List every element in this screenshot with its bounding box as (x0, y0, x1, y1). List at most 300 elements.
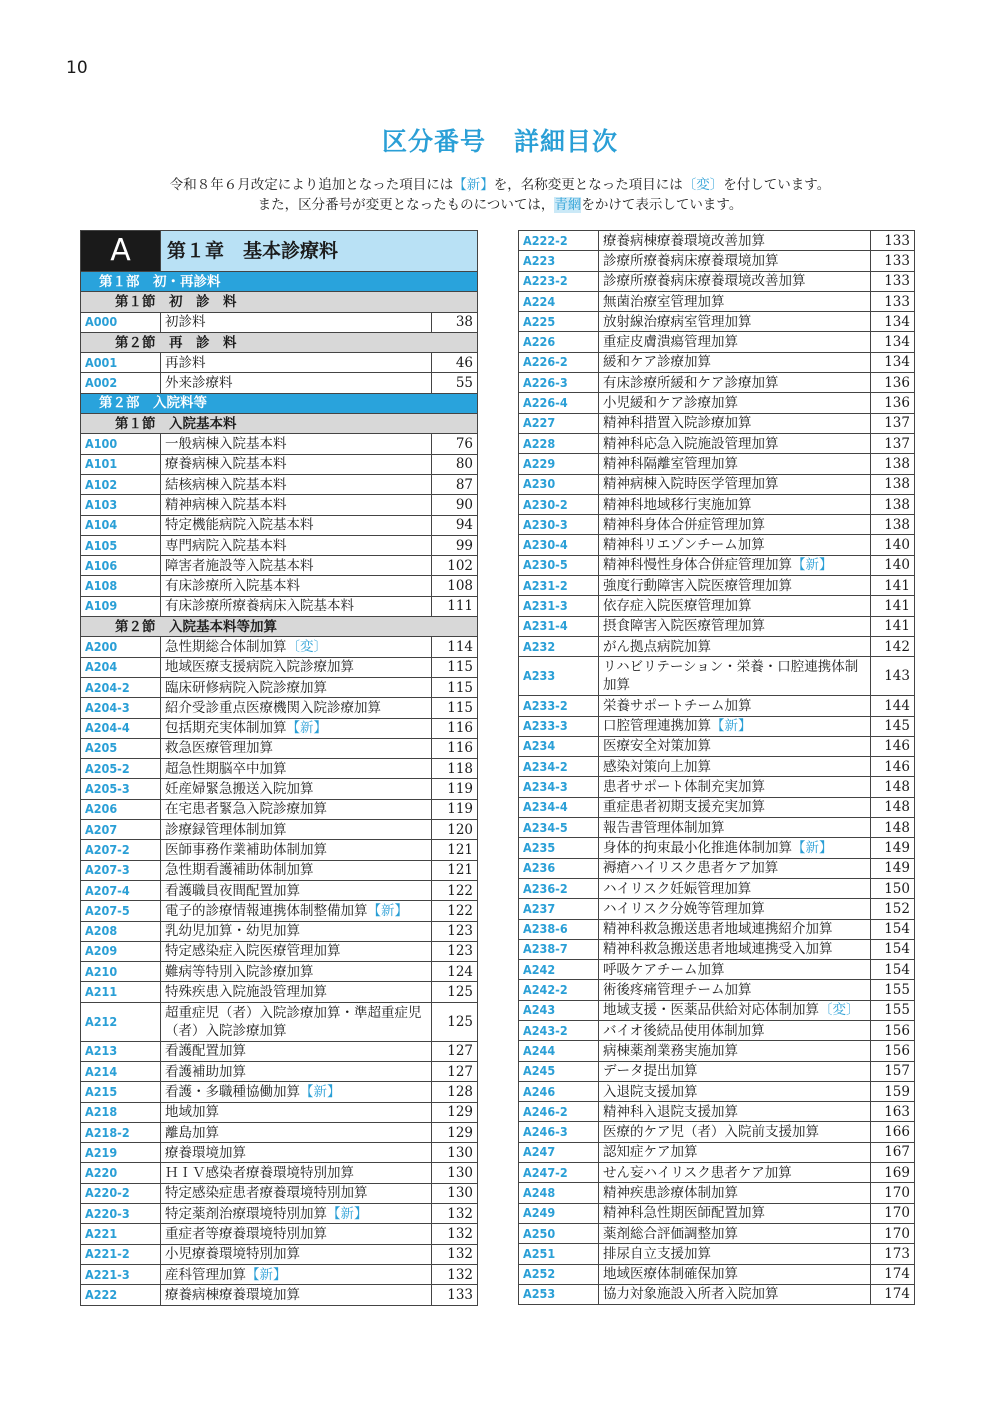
item-name-text: 診療所療養病床療養環境改善加算 (603, 273, 806, 290)
item-page: 146 (871, 736, 915, 756)
toc-row (519, 1122, 915, 1142)
item-code: A223 (519, 251, 599, 271)
highlight-sample: 青網 (554, 197, 582, 213)
item-page: 134 (871, 352, 915, 372)
toc-row (519, 878, 915, 898)
item-code: A224 (519, 291, 599, 311)
toc-row (81, 941, 478, 961)
item-name-text: 患者サポート体制充実加算 (603, 779, 765, 796)
item-name-text: 精神科身体合併症管理加算 (603, 516, 765, 533)
item-page: 155 (871, 1000, 915, 1020)
item-page: 129 (432, 1102, 478, 1122)
note-text: を付しています。 (723, 177, 831, 193)
chapter-letter: A (81, 231, 161, 272)
item-name-text: 地域医療体制確保加算 (603, 1266, 738, 1283)
toc-row (519, 1020, 915, 1040)
toc-row (81, 1041, 478, 1061)
item-name-text: 口腔管理連携加算 (603, 718, 711, 735)
item-name-text: 看護・多職種協働加算 (165, 1083, 300, 1100)
item-code: A238-6 (519, 919, 599, 939)
item-name-text: 精神科地域移行実施加算 (603, 496, 752, 513)
item-code: A231-3 (519, 596, 599, 616)
item-name (599, 271, 871, 291)
item-code: A243-2 (519, 1020, 599, 1040)
item-name-text: 特定感染症入院医療管理加算 (165, 943, 341, 960)
item-tag: 【新】 (711, 718, 752, 735)
item-name (599, 1142, 871, 1162)
item-page: 169 (871, 1163, 915, 1183)
item-name-text: 難病等特別入院診療加算 (165, 963, 314, 980)
item-code: A212 (81, 1002, 161, 1041)
toc-row (519, 291, 915, 311)
item-code: A233-2 (519, 696, 599, 716)
toc-row (81, 515, 478, 535)
item-page: 137 (871, 433, 915, 453)
part-label: 第２部 入院料等 (81, 393, 478, 413)
item-code: A249 (519, 1203, 599, 1223)
toc-row (519, 1264, 915, 1284)
item-code: A243 (519, 1000, 599, 1020)
toc-row (519, 555, 915, 575)
item-code: A234-4 (519, 797, 599, 817)
item-name-text: 療養病棟療養環境改善加算 (603, 232, 765, 249)
item-name-text: 有床診療所緩和ケア診療加算 (603, 374, 779, 391)
item-code: A230-2 (519, 494, 599, 514)
item-name (161, 779, 432, 799)
item-name-text: 専門病院入院基本料 (165, 537, 287, 554)
item-code: A229 (519, 454, 599, 474)
item-name-text: ＨＩＶ感染者療養環境特別加算 (165, 1165, 354, 1182)
note-text: をかけて表示しています。 (581, 197, 743, 213)
item-code: A221-3 (81, 1264, 161, 1284)
item-name-text: 身体的拘束最小化推進体制加算 (603, 839, 792, 856)
item-page: 127 (432, 1061, 478, 1081)
toc-row (81, 1143, 478, 1163)
item-tag: 【新】 (367, 902, 408, 919)
item-page: 108 (432, 576, 478, 596)
item-name-text: 地域支援・医薬品供給対応体制加算 (603, 1002, 819, 1019)
item-code: A002 (81, 373, 161, 393)
item-name-text: 看護職員夜間配置加算 (165, 882, 300, 899)
item-name-text: 強度行動障害入院医療管理加算 (603, 577, 792, 594)
section-header (81, 332, 478, 352)
item-name (599, 576, 871, 596)
item-page: 123 (432, 941, 478, 961)
item-name (599, 1264, 871, 1284)
item-code: A244 (519, 1041, 599, 1061)
title-part-1: 区分番号 (381, 127, 486, 156)
item-name-text: 救急医療管理加算 (165, 740, 273, 757)
item-code: A100 (81, 434, 161, 454)
item-name (161, 1264, 432, 1284)
toc-row (81, 698, 478, 718)
item-name-text: 産科管理加算 (165, 1266, 246, 1283)
item-name-text: 精神科急性期医師配置加算 (603, 1205, 765, 1222)
item-page: 173 (871, 1244, 915, 1264)
item-name (599, 1122, 871, 1142)
item-page: 121 (432, 840, 478, 860)
item-code: A219 (81, 1143, 161, 1163)
item-page: 174 (871, 1284, 915, 1304)
item-name-text: 精神疾患診療体制加算 (603, 1185, 738, 1201)
toc-row (519, 777, 915, 797)
item-name (599, 858, 871, 878)
item-page: 144 (871, 696, 915, 716)
item-name-text: 摂食障害入院医療管理加算 (603, 618, 765, 635)
item-code: A207 (81, 820, 161, 840)
item-code: A233 (519, 657, 599, 696)
toc-row (81, 1102, 478, 1122)
item-name (599, 657, 871, 696)
item-code: A209 (81, 941, 161, 961)
item-code: A234 (519, 736, 599, 756)
item-page: 133 (432, 1285, 478, 1305)
item-page: 149 (871, 838, 915, 858)
toc-row (81, 921, 478, 941)
item-name-text: 一般病棟入院基本料 (165, 436, 287, 453)
item-name-text: がん拠点病院加算 (603, 638, 711, 655)
item-name-text: バイオ後続品使用体制加算 (603, 1022, 765, 1039)
item-name (599, 636, 871, 656)
item-name-text: 精神科措置入院診療加算 (603, 415, 752, 432)
item-name (161, 759, 432, 779)
toc-row (519, 413, 915, 433)
item-name (161, 495, 432, 515)
item-name-text: 在宅患者緊急入院診療加算 (165, 801, 327, 818)
item-name-text: 療養病棟入院基本料 (165, 456, 287, 473)
item-code: A225 (519, 312, 599, 332)
item-name (161, 799, 432, 819)
item-name-text: 精神病棟入院時医学管理加算 (603, 476, 779, 493)
item-tag: 【新】 (792, 557, 833, 574)
item-tag: 【新】 (327, 1205, 368, 1222)
toc-row (81, 1204, 478, 1224)
item-name (599, 797, 871, 817)
item-page: 146 (871, 757, 915, 777)
item-code: A204 (81, 657, 161, 677)
item-name (161, 596, 432, 616)
toc-row (519, 576, 915, 596)
item-page: 141 (871, 576, 915, 596)
item-page: 132 (432, 1264, 478, 1284)
toc-row (519, 1041, 915, 1061)
toc-row (81, 982, 478, 1002)
toc-row (81, 1244, 478, 1264)
item-code: A001 (81, 353, 161, 373)
item-name-text: 障害者施設等入院基本料 (165, 557, 314, 574)
item-code: A230-5 (519, 555, 599, 575)
item-code: A242 (519, 960, 599, 980)
item-code: A230-4 (519, 535, 599, 555)
item-code: A000 (81, 312, 161, 332)
item-page: 129 (432, 1122, 478, 1142)
item-name (599, 515, 871, 535)
item-code: A236-2 (519, 878, 599, 898)
item-page: 143 (871, 657, 915, 696)
item-page: 119 (432, 799, 478, 819)
item-page: 154 (871, 939, 915, 959)
toc-row (81, 1163, 478, 1183)
toc-row (519, 1163, 915, 1183)
item-code: A207-5 (81, 901, 161, 921)
item-page: 102 (432, 556, 478, 576)
item-code: A246-3 (519, 1122, 599, 1142)
item-code: A206 (81, 799, 161, 819)
item-name (161, 1224, 432, 1244)
item-name-text: 看護配置加算 (165, 1043, 246, 1060)
item-page: 167 (871, 1142, 915, 1162)
toc-row (81, 657, 478, 677)
item-page: 124 (432, 962, 478, 982)
section-header (81, 292, 478, 312)
section-label: 第２節 入院基本料等加算 (81, 617, 478, 637)
toc-row (519, 332, 915, 352)
item-page: 166 (871, 1122, 915, 1142)
item-page: 122 (432, 880, 478, 900)
item-name-text: 精神科リエゾンチーム加算 (603, 537, 765, 554)
item-name-text: 認知症ケア加算 (603, 1144, 698, 1161)
item-page: 133 (871, 271, 915, 291)
item-page: 170 (871, 1203, 915, 1223)
item-code: A234-2 (519, 757, 599, 777)
item-page: 138 (871, 474, 915, 494)
chapter-header (81, 231, 478, 272)
toc-row (519, 1142, 915, 1162)
item-code: A250 (519, 1223, 599, 1243)
item-name (599, 838, 871, 858)
item-name (161, 677, 432, 697)
toc-row (81, 576, 478, 596)
item-name (161, 1143, 432, 1163)
item-name (161, 556, 432, 576)
item-code: A108 (81, 576, 161, 596)
item-page: 118 (432, 759, 478, 779)
item-name-text: 医療的ケア児（者）入院前支援加算 (603, 1124, 819, 1141)
part-header (81, 393, 478, 413)
toc-row (519, 494, 915, 514)
item-code: A251 (519, 1244, 599, 1264)
item-code: A223-2 (519, 271, 599, 291)
item-name (599, 1102, 871, 1122)
item-name (161, 373, 432, 393)
item-code: A210 (81, 962, 161, 982)
item-page: 134 (871, 332, 915, 352)
item-code: A247-2 (519, 1163, 599, 1183)
section-label: 第２節 再 診 料 (81, 332, 478, 352)
toc-left-column (80, 230, 478, 1306)
toc-row (519, 271, 915, 291)
item-name-text: 妊産婦緊急搬送入院加算 (165, 781, 314, 798)
item-code: A231-4 (519, 616, 599, 636)
item-page: 111 (432, 596, 478, 616)
toc-right-column (518, 230, 915, 1305)
item-page: 128 (432, 1082, 478, 1102)
toc-row (81, 738, 478, 758)
item-name (161, 1285, 432, 1305)
item-page: 132 (432, 1244, 478, 1264)
item-code: A218 (81, 1102, 161, 1122)
item-name-text: 超急性期脳卒中加算 (165, 760, 287, 777)
item-page: 87 (432, 474, 478, 494)
item-name (599, 251, 871, 271)
item-code: A204-3 (81, 698, 161, 718)
toc-row (81, 901, 478, 921)
item-page: 149 (871, 858, 915, 878)
item-name (599, 433, 871, 453)
item-name-text: 看護補助加算 (165, 1063, 246, 1080)
item-name (161, 515, 432, 535)
note-text: 令和８年６月改定により追加となった項目には (169, 177, 454, 193)
item-name (599, 1061, 871, 1081)
item-code: A242-2 (519, 980, 599, 1000)
item-code: A204-2 (81, 677, 161, 697)
item-name (161, 312, 432, 332)
item-name-text: 地域加算 (165, 1104, 219, 1121)
item-name (599, 1020, 871, 1040)
toc-row (81, 535, 478, 555)
item-name (599, 1000, 871, 1020)
item-name (161, 982, 432, 1002)
item-name-text: 重症者等療養環境特別加算 (165, 1226, 327, 1242)
item-name-text: 放射線治療病室管理加算 (603, 313, 752, 330)
toc-row (81, 820, 478, 840)
item-name-text: 医療安全対策加算 (603, 738, 711, 755)
toc-row (81, 474, 478, 494)
item-page: 125 (432, 1002, 478, 1041)
item-page: 125 (432, 982, 478, 1002)
item-page: 156 (871, 1020, 915, 1040)
item-code: A226 (519, 332, 599, 352)
toc-row (81, 962, 478, 982)
item-name-text: 急性期総合体制加算 (165, 638, 287, 655)
toc-row (519, 939, 915, 959)
item-page: 38 (432, 312, 478, 332)
item-name (599, 454, 871, 474)
toc-row (519, 980, 915, 1000)
toc-row (81, 1122, 478, 1142)
item-name-text: ハイリスク分娩等管理加算 (603, 900, 765, 917)
title-part-2: 詳細目次 (514, 127, 619, 156)
toc-row (519, 433, 915, 453)
toc-row (81, 637, 478, 657)
toc-row (519, 1000, 915, 1020)
toc-row (519, 352, 915, 372)
item-page: 46 (432, 353, 478, 373)
item-name-text: 報告書管理体制加算 (603, 819, 725, 836)
item-code: A222 (81, 1285, 161, 1305)
item-page: 99 (432, 535, 478, 555)
item-page: 76 (432, 434, 478, 454)
item-tag: 【新】 (300, 1083, 341, 1100)
toc-row (81, 860, 478, 880)
page-number: 10 (66, 58, 88, 78)
toc-row (519, 1061, 915, 1081)
item-page: 156 (871, 1041, 915, 1061)
item-name-text: 特殊疾患入院施設管理加算 (165, 984, 327, 1001)
item-name (599, 474, 871, 494)
item-code: A226-2 (519, 352, 599, 372)
item-tag: 〔変〕 (286, 638, 327, 655)
toc-row (519, 616, 915, 636)
item-name-text: 排尿自立支援加算 (603, 1245, 711, 1262)
item-code: A220-3 (81, 1204, 161, 1224)
item-name (599, 393, 871, 413)
item-code: A228 (519, 433, 599, 453)
item-name (161, 454, 432, 474)
item-tag: 【新】 (246, 1266, 287, 1283)
item-name-text: 療養環境加算 (165, 1144, 246, 1161)
item-name (161, 1122, 432, 1142)
item-name-text: 医師事務作業補助体制加算 (165, 841, 327, 858)
item-name-text: 呼吸ケアチーム加算 (603, 961, 725, 978)
item-code: A207-4 (81, 880, 161, 900)
item-code: A101 (81, 454, 161, 474)
item-page: 80 (432, 454, 478, 474)
item-name-text: せん妄ハイリスク患者ケア加算 (603, 1164, 792, 1181)
item-code: A103 (81, 495, 161, 515)
toc-row (519, 657, 915, 696)
item-page: 140 (871, 555, 915, 575)
item-name-text: 栄養サポートチーム加算 (603, 697, 752, 714)
toc-row (81, 799, 478, 819)
toc-row (81, 779, 478, 799)
new-tag-sample: 【新】 (453, 177, 494, 193)
item-name (161, 1061, 432, 1081)
item-name-text: 有床診療所入院基本料 (165, 578, 300, 595)
item-page: 121 (432, 860, 478, 880)
item-page: 138 (871, 515, 915, 535)
item-name-text: 精神科入退院支援加算 (603, 1103, 738, 1120)
item-name (161, 474, 432, 494)
item-page: 90 (432, 495, 478, 515)
item-name (599, 878, 871, 898)
item-name (161, 941, 432, 961)
toc-row (519, 1183, 915, 1203)
item-tag: 【新】 (792, 839, 833, 856)
item-code: A211 (81, 982, 161, 1002)
item-name-text: 紹介受診重点医療機関入院診療加算 (165, 699, 381, 716)
toc-row (519, 535, 915, 555)
toc-row (519, 251, 915, 271)
toc-row (519, 1102, 915, 1122)
item-code: A221 (81, 1224, 161, 1244)
item-name-text: 精神科隔離室管理加算 (603, 455, 738, 472)
item-code: A204-4 (81, 718, 161, 738)
item-name (161, 1163, 432, 1183)
item-page: 115 (432, 698, 478, 718)
toc-row (81, 1061, 478, 1081)
toc-row (81, 1002, 478, 1041)
item-name (599, 291, 871, 311)
item-name (161, 353, 432, 373)
toc-row (81, 1285, 478, 1305)
item-code: A234-5 (519, 818, 599, 838)
item-name (599, 616, 871, 636)
item-name-text: 小児緩和ケア診療加算 (603, 395, 738, 412)
item-name (161, 820, 432, 840)
item-name-text: 急性期看護補助体制加算 (165, 862, 314, 879)
item-name (161, 1041, 432, 1061)
item-name-text: 診療所療養病床療養環境加算 (603, 252, 779, 269)
toc-row (519, 231, 915, 251)
toc-row (81, 312, 478, 332)
item-code: A246-2 (519, 1102, 599, 1122)
item-page: 170 (871, 1183, 915, 1203)
item-code: A234-3 (519, 777, 599, 797)
item-page: 174 (871, 1264, 915, 1284)
item-code: A109 (81, 596, 161, 616)
toc-row (81, 373, 478, 393)
